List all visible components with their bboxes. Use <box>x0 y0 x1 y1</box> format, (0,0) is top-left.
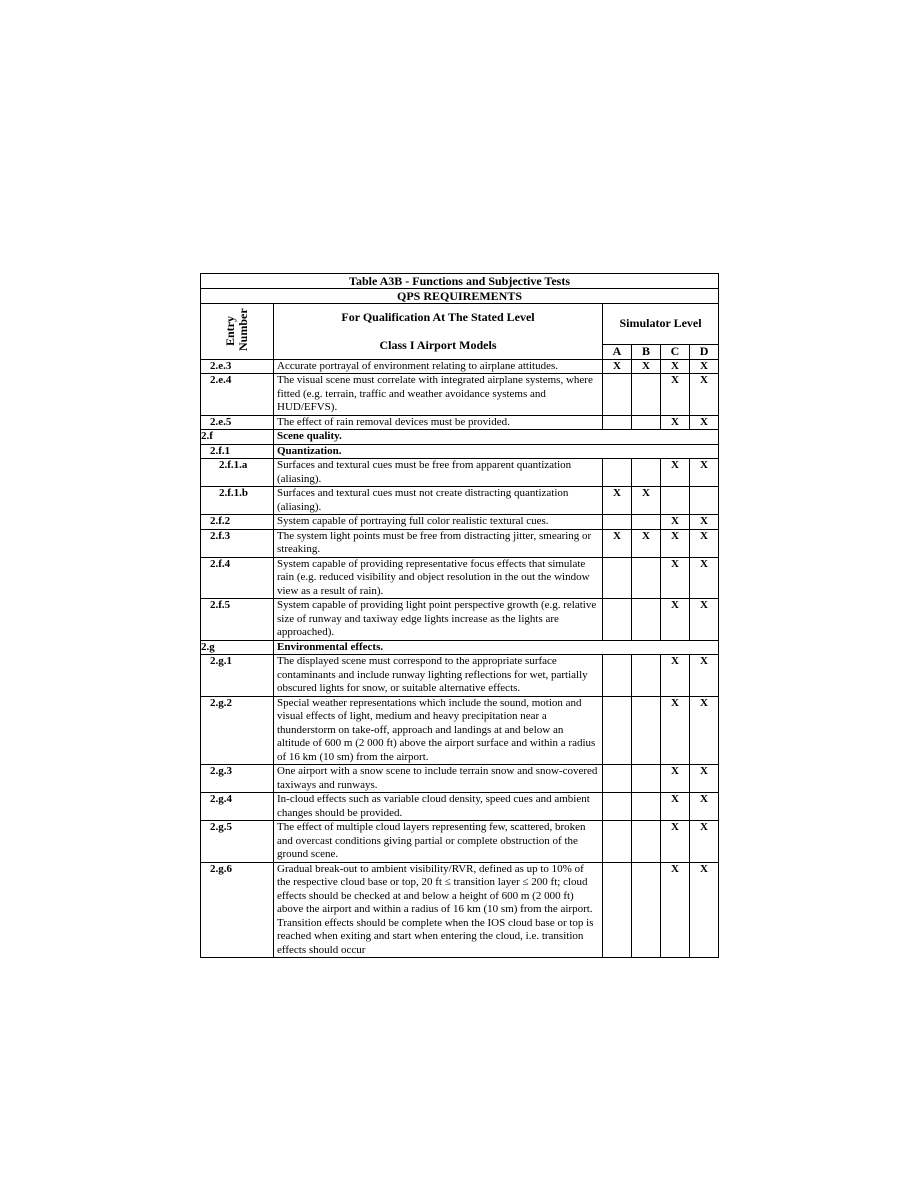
level-c-mark: X <box>661 599 690 641</box>
section-row <box>201 640 719 655</box>
level-b-mark <box>632 862 661 958</box>
table-row <box>201 765 719 793</box>
subtitle-row <box>201 289 719 304</box>
entry-number: 2.e.4 <box>201 374 274 416</box>
table-row <box>201 862 719 958</box>
entry-number-label: Entry Number <box>223 307 250 351</box>
level-a-mark <box>603 862 632 958</box>
entry-number: 2.e.5 <box>201 415 274 430</box>
level-b-mark <box>632 793 661 821</box>
table-row <box>201 529 719 557</box>
entry-number: 2.g.2 <box>201 696 274 765</box>
entry-number: 2.g.4 <box>201 793 274 821</box>
section-title: Environmental effects. <box>274 640 719 655</box>
level-d-mark: X <box>690 821 719 863</box>
level-d-mark: X <box>690 655 719 697</box>
level-c-mark: X <box>661 415 690 430</box>
level-a-mark <box>603 599 632 641</box>
entry-number: 2.f.2 <box>201 515 274 530</box>
section-row <box>201 430 719 445</box>
requirement-text: Surfaces and textural cues must not create distracting quantization (aliasing). <box>274 487 603 515</box>
level-b-mark: X <box>632 359 661 374</box>
section-title: Scene quality. <box>274 430 719 445</box>
requirement-text: The system light points must be free from distracting jitter, smearing or streaking. <box>274 529 603 557</box>
level-c-mark: X <box>661 655 690 697</box>
level-b-mark <box>632 374 661 416</box>
requirement-text: Gradual break-out to ambient visibility/RVR, defined as up to 10% of the respective cloud base or top, 20 ft ≤ transition layer ≤ 200 ft; cloud effects should be checked at and below a height of 600 m (2 000 ft) above the airport and within a radius of 16 km (10 sm) from the airport. Transition effects should be complete when the IOS cloud base or top is reached when exiting and start when entering the cloud, i.e. transition effects should occur <box>274 862 603 958</box>
level-a-mark: X <box>603 529 632 557</box>
level-d-mark: X <box>690 557 719 599</box>
level-c-mark: X <box>661 459 690 487</box>
table-row <box>201 415 719 430</box>
level-c-mark: X <box>661 765 690 793</box>
level-d-mark: X <box>690 415 719 430</box>
level-a-mark <box>603 459 632 487</box>
level-a-mark <box>603 821 632 863</box>
level-b-mark <box>632 599 661 641</box>
entry-number: 2.f.1.b <box>201 487 274 515</box>
requirement-text: The visual scene must correlate with integrated airplane systems, where fitted (e.g. terrain, traffic and weather avoidance systems and HUD/EFVS). <box>274 374 603 416</box>
table-row <box>201 557 719 599</box>
level-b-mark <box>632 655 661 697</box>
level-d-mark: X <box>690 599 719 641</box>
level-c-mark: X <box>661 862 690 958</box>
level-d-mark: X <box>690 515 719 530</box>
entry-number: 2.e.3 <box>201 359 274 374</box>
level-a-mark <box>603 655 632 697</box>
level-a-mark <box>603 515 632 530</box>
table-row <box>201 696 719 765</box>
level-c-mark: X <box>661 529 690 557</box>
level-b: B <box>632 345 661 360</box>
level-c-mark <box>661 487 690 515</box>
table-row <box>201 374 719 416</box>
table-row <box>201 599 719 641</box>
requirement-text: The effect of multiple cloud layers representing few, scattered, broken and overcast conditions giving partial or complete obstruction of the ground scene. <box>274 821 603 863</box>
table-row <box>201 793 719 821</box>
section-row <box>201 444 719 459</box>
level-b-mark <box>632 696 661 765</box>
level-d-mark: X <box>690 765 719 793</box>
level-c-mark: X <box>661 515 690 530</box>
level-d-mark: X <box>690 793 719 821</box>
table-row <box>201 515 719 530</box>
level-b-mark <box>632 415 661 430</box>
level-b-mark <box>632 515 661 530</box>
level-b-mark: X <box>632 529 661 557</box>
table-row <box>201 359 719 374</box>
entry-number-header <box>201 304 274 360</box>
level-a-mark <box>603 374 632 416</box>
entry-number: 2.g <box>201 640 274 655</box>
level-a-mark <box>603 696 632 765</box>
header-row <box>201 304 719 345</box>
level-c-mark: X <box>661 374 690 416</box>
level-b-mark <box>632 557 661 599</box>
level-d: D <box>690 345 719 360</box>
level-d-mark: X <box>690 696 719 765</box>
entry-number: 2.f.3 <box>201 529 274 557</box>
level-a-mark: X <box>603 359 632 374</box>
table-subtitle: QPS REQUIREMENTS <box>201 289 719 304</box>
requirement-text: One airport with a snow scene to include terrain snow and snow-covered taxiways and runways. <box>274 765 603 793</box>
level-d-mark: X <box>690 459 719 487</box>
level-c-mark: X <box>661 359 690 374</box>
level-b-mark <box>632 765 661 793</box>
level-c-mark: X <box>661 696 690 765</box>
level-b-mark: X <box>632 487 661 515</box>
entry-number: 2.g.1 <box>201 655 274 697</box>
qualification-line-2: Class I Airport Models <box>379 338 497 353</box>
qps-table <box>200 273 719 958</box>
level-d-mark: X <box>690 529 719 557</box>
level-a-mark <box>603 415 632 430</box>
title-row <box>201 274 719 289</box>
level-a: A <box>603 345 632 360</box>
table-title: Table A3B - Functions and Subjective Tests <box>201 274 719 289</box>
level-a-mark <box>603 793 632 821</box>
qualification-line-1: For Qualification At The Stated Level <box>341 310 535 325</box>
entry-number: 2.f.1.a <box>201 459 274 487</box>
entry-number: 2.f <box>201 430 274 445</box>
level-c-mark: X <box>661 821 690 863</box>
level-c-mark: X <box>661 557 690 599</box>
entry-number: 2.g.6 <box>201 862 274 958</box>
level-a-mark: X <box>603 487 632 515</box>
level-d-mark: X <box>690 374 719 416</box>
level-c: C <box>661 345 690 360</box>
requirement-text: The effect of rain removal devices must be provided. <box>274 415 603 430</box>
level-d-mark: X <box>690 359 719 374</box>
entry-number: 2.g.3 <box>201 765 274 793</box>
requirement-text: Surfaces and textural cues must be free from apparent quantization (aliasing). <box>274 459 603 487</box>
entry-number: 2.f.4 <box>201 557 274 599</box>
entry-number: 2.f.5 <box>201 599 274 641</box>
entry-number: 2.g.5 <box>201 821 274 863</box>
level-b-mark <box>632 821 661 863</box>
requirement-text: The displayed scene must correspond to the appropriate surface contaminants and include runway lighting reflections for wet, partially obscured lights for snow, or suitable alternative effects. <box>274 655 603 697</box>
table-row <box>201 655 719 697</box>
section-title: Quantization. <box>274 444 719 459</box>
requirement-text: Accurate portrayal of environment relating to airplane attitudes. <box>274 359 603 374</box>
entry-number: 2.f.1 <box>201 444 274 459</box>
level-b-mark <box>632 459 661 487</box>
level-a-mark <box>603 557 632 599</box>
table-row <box>201 459 719 487</box>
requirement-text: Special weather representations which include the sound, motion and visual effects of light, medium and heavy precipitation near a thunderstorm on take-off, approach and landings at and below an altitude of 600 m (2 000 ft) above the airport surface and within a radius of 16 km (10 sm) from the airport. <box>274 696 603 765</box>
requirement-text: System capable of providing light point perspective growth (e.g. relative size of runway and taxiway edge lights increase as the lights are approached). <box>274 599 603 641</box>
simulator-level-header: Simulator Level <box>603 304 719 345</box>
level-a-mark <box>603 765 632 793</box>
level-c-mark: X <box>661 793 690 821</box>
qualification-header <box>274 304 603 360</box>
table-row <box>201 821 719 863</box>
table-row <box>201 487 719 515</box>
requirement-text: System capable of portraying full color realistic textural cues. <box>274 515 603 530</box>
level-d-mark <box>690 487 719 515</box>
requirement-text: In-cloud effects such as variable cloud density, speed cues and ambient changes should be provided. <box>274 793 603 821</box>
requirement-text: System capable of providing representative focus effects that simulate rain (e.g. reduced visibility and object resolution in the out the window view as a result of rain). <box>274 557 603 599</box>
level-d-mark: X <box>690 862 719 958</box>
